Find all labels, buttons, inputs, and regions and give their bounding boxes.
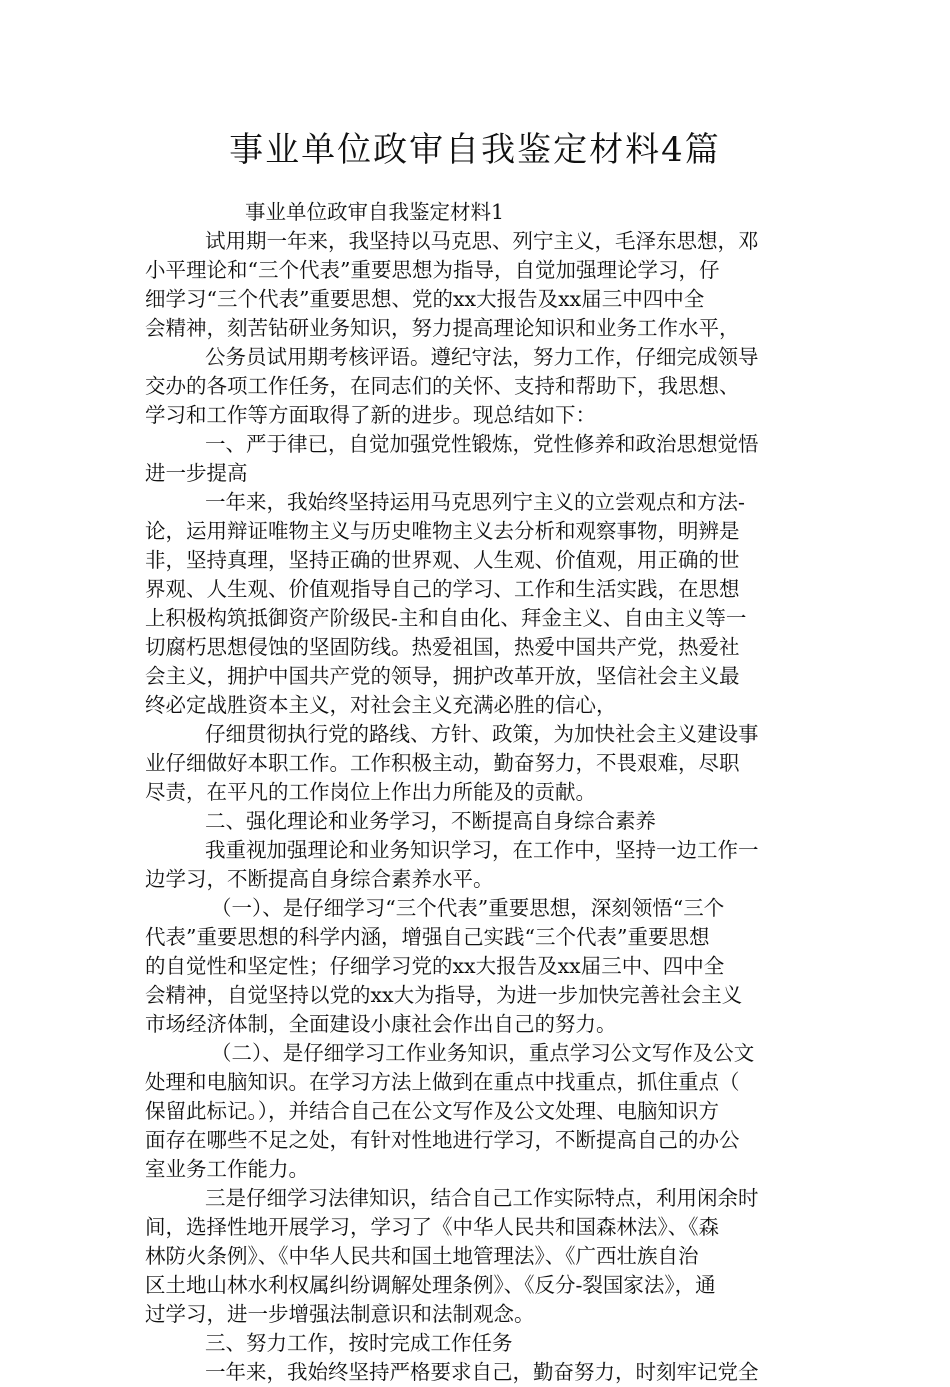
text-line: 细学习“三个代表”重要思想、党的xx大报告及xx届三中四中全: [145, 287, 705, 311]
text-line: 区土地山林水利权属纠纷调解处理条例》、《反分-裂国家法》，通: [145, 1273, 716, 1297]
text-line: 会精神，自觉坚持以党的xx大为指导，为进一步加快完善社会主义: [145, 983, 743, 1007]
text-line: 三是仔细学习法律知识，结合自己工作实际特点，利用闲余时: [205, 1186, 759, 1210]
text-line: 室业务工作能力。: [145, 1157, 309, 1181]
text-line: 交办的各项工作任务，在同志们的关怀、支持和帮助下，我思想、: [145, 374, 740, 398]
text-line: 处理和电脑知识。在学习方法上做到在重点中找重点，抓住重点（: [145, 1070, 740, 1094]
text-line: 间，选择性地开展学习，学习了《中华人民共和国森林法》、《森: [145, 1215, 719, 1239]
text-line: 会主义，拥护中国共产党的领导，拥护改革开放，坚信社会主义最: [145, 664, 740, 688]
text-line: （一）、是仔细学习“三个代表”重要思想，深刻领悟“三个: [211, 896, 725, 920]
text-line: 切腐朽思想侵蚀的坚固防线。热爱祖国，热爱中国共产党，热爱社: [145, 635, 740, 659]
text-line: 业仔细做好本职工作。工作积极主动，勤奋努力，不畏艰难，尽职: [145, 751, 740, 775]
text-line: 仔细贯彻执行党的路线、方针、政策，为加快社会主义建设事: [205, 722, 759, 746]
text-line: 终必定战胜资本主义，对社会主义充满必胜的信心，: [145, 693, 617, 717]
text-line: 保留此标记。），并结合自己在公文写作及公文处理、电脑知识方: [145, 1099, 719, 1123]
text-line: （二）、是仔细学习工作业务知识，重点学习公文写作及公文: [211, 1041, 755, 1065]
document-title: 事业单位政审自我鉴定材料4篇: [229, 130, 721, 170]
text-line: 小平理论和“三个代表”重要思想为指导，自觉加强理论学习，仔: [145, 258, 720, 282]
section-heading: 三、努力工作，按时完成工作任务: [205, 1331, 513, 1355]
text-line: 界观、人生观、价值观指导自己的学习、工作和生活实践，在思想: [145, 577, 740, 601]
text-line: 尽责，在平凡的工作岗位上作出力所能及的贡献。: [145, 780, 596, 804]
text-line: 边学习，不断提高自身综合素养水平。: [145, 867, 494, 891]
text-line: 学习和工作等方面取得了新的进步。现总结如下：: [145, 403, 596, 427]
text-line: 林防火条例》、《中华人民共和国土地管理法》、《广西壮族自治: [145, 1244, 699, 1268]
text-line: 面存在哪些不足之处，有针对性地进行学习，不断提高自己的办公: [145, 1128, 740, 1152]
section-subtitle: 事业单位政审自我鉴定材料1: [245, 200, 505, 224]
text-line: 会精神，刻苦钻研业务知识，努力提高理论知识和业务工作水平，: [145, 316, 740, 340]
text-line: 非，坚持真理，坚持正确的世界观、人生观、价值观，用正确的世: [145, 548, 740, 572]
text-line: 过学习，进一步增强法制意识和法制观念。: [145, 1302, 535, 1326]
section-heading: 进一步提高: [145, 461, 248, 485]
text-line: 市场经济体制，全面建设小康社会作出自己的努力。: [145, 1012, 617, 1036]
text-line: 的自觉性和坚定性；仔细学习党的xx大报告及xx届三中、四中全: [145, 954, 725, 978]
text-line: 试用期一年来，我坚持以马克思、列宁主义，毛泽东思想，邓: [205, 229, 759, 253]
text-line: 公务员试用期考核评语。遵纪守法，努力工作，仔细完成领导: [205, 345, 759, 369]
text-line: 我重视加强理论和业务知识学习，在工作中，坚持一边工作一: [205, 838, 759, 862]
section-heading: 二、强化理论和业务学习，不断提高自身综合素养: [205, 809, 656, 833]
text-line: 一年来，我始终坚持严格要求自己，勤奋努力，时刻牢记党全: [205, 1360, 759, 1384]
text-line: 论，运用辩证唯物主义与历史唯物主义去分析和观察事物，明辨是: [145, 519, 740, 543]
section-heading: 一、严于律已，自觉加强党性锻炼，党性修养和政治思想觉悟: [205, 432, 759, 456]
document-body: [145, 198, 805, 1387]
text-line: 上积极构筑抵御资产阶级民-主和自由化、拜金主义、自由主义等一: [145, 606, 747, 630]
text-line: 一年来，我始终坚持运用马克思列宁主义的立尝观点和方法-: [205, 490, 745, 514]
text-line: 代表”重要思想的科学内涵，增强自己实践“三个代表”重要思想: [145, 925, 710, 949]
